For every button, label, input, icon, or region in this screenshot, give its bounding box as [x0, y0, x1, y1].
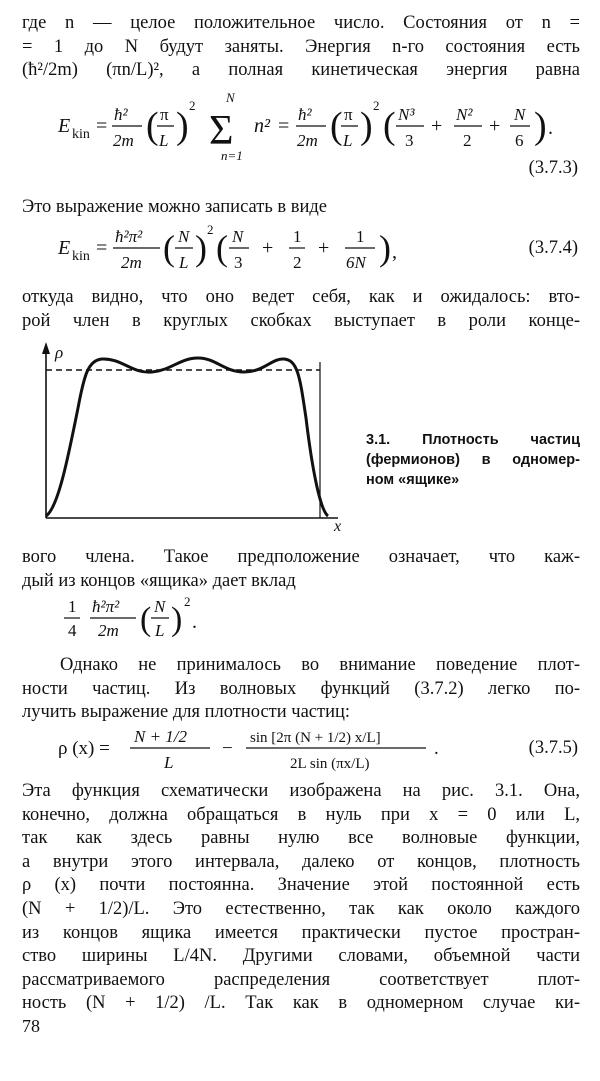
text-line: (N + 1/2)/L. Это естественно, так как около каждого: [22, 898, 580, 919]
equation-3-7-3-graphic: [0, 88, 600, 180]
eq-N2: N²: [456, 105, 473, 124]
eq-N3: N³: [398, 105, 415, 124]
paragraph-intro: [22, 12, 580, 83]
paragraph-assumption: [22, 546, 580, 593]
text-line: а внутри этого интервала, далеко от концов, плотность: [22, 851, 580, 872]
paren-open: (: [140, 601, 152, 638]
eq-hbar2: ħ²: [114, 105, 128, 124]
equation-3-7-5: [0, 724, 600, 776]
text-line: так как здесь равны нулю все волновые функции,: [22, 828, 580, 849]
caption-line: ном «ящике»: [366, 472, 460, 488]
text-line: конечно, должна обращаться в нуль при x = 0 или L,: [22, 804, 580, 825]
page-number: 78: [22, 1016, 40, 1036]
eq-1: 1: [356, 227, 365, 246]
text-line: = 1 до N будут заняты. Энергия n-го состояния есть: [22, 36, 580, 57]
equation-end-contribution-graphic: [0, 594, 600, 646]
eq-L: L: [179, 253, 189, 272]
eq-1: 1: [68, 597, 77, 616]
eq-N: N: [232, 227, 244, 246]
equation-3-7-4: [0, 222, 600, 284]
text-line: дый из концов «ящика» дает вклад: [22, 570, 296, 591]
text-line: ство ширины L/4N. Другими словами, объемной части: [22, 946, 580, 967]
density-curve: [46, 358, 328, 516]
eq-minus: −: [222, 738, 233, 759]
eq-L: L: [343, 131, 353, 150]
eq-hbar2: ħ²: [298, 105, 312, 124]
paragraph-observation: [22, 286, 580, 333]
eq-comma: ,: [392, 241, 397, 263]
eq-equals: =: [96, 237, 108, 259]
eq-hbar2pi2: ħ²π²: [115, 227, 143, 246]
text-line: лучить выражение для плотности частиц:: [22, 702, 351, 723]
eq-2: 2: [463, 131, 472, 150]
caption-line: 3.1. Плотность частиц: [366, 432, 580, 448]
eq-period: .: [434, 738, 439, 759]
eq-1: 1: [293, 227, 302, 246]
eq-3: 3: [405, 131, 414, 150]
paragraph-rewrite: [22, 196, 580, 220]
eq-2m: 2m: [297, 131, 318, 150]
eq-equals: =: [278, 115, 290, 137]
sum-sign: Σ: [209, 108, 234, 154]
equation-number: (3.7.5): [528, 738, 578, 758]
text-line: Это выражение можно записать в виде: [22, 197, 328, 217]
eq-2m: 2m: [98, 621, 119, 640]
eq-energy-subscript: kin: [72, 249, 90, 264]
eq-N: N: [178, 227, 190, 246]
y-axis-arrow: [42, 342, 50, 354]
eq-n2: n²: [254, 115, 270, 137]
paren-close: ): [534, 105, 547, 147]
eq-plus: +: [262, 237, 274, 259]
figure-caption: [366, 430, 580, 490]
text-line: рассматриваемого распределения соответствует плот-: [22, 969, 580, 990]
eq-plus: +: [431, 115, 443, 137]
text-line: ρ (x) почти постоянна. Значение этой постоянной есть: [22, 875, 580, 896]
eq-energy-subscript: kin: [72, 127, 90, 142]
density-plot: [22, 338, 352, 536]
paren-open: (: [163, 228, 175, 268]
text-line: ности частиц. Из волновых функций (3.7.2) легко по-: [22, 678, 580, 699]
text-line: вого члена. Такое предположение означает, что каж-: [22, 547, 580, 567]
eq-square: 2: [207, 222, 214, 237]
eq-plus: +: [489, 115, 501, 137]
equation-3-7-5-graphic: [0, 724, 600, 776]
figure-3-1: [22, 338, 352, 541]
eq-2m: 2m: [113, 131, 134, 150]
eq-energy-symbol: E: [58, 237, 71, 259]
paren-close: ): [195, 228, 207, 268]
text-line: Однако не принималось во внимание поведение плот-: [60, 655, 580, 675]
caption-line: (фермионов) в одномер-: [366, 452, 580, 468]
eq-sin-denominator: 2L sin (πx/L): [290, 756, 370, 772]
eq-sin-numerator: sin [2π (N + 1/2) x/L]: [250, 730, 381, 746]
paren-open: (: [216, 228, 228, 268]
eq-N-plus-half: N + 1/2: [134, 727, 188, 746]
eq-L: L: [164, 753, 174, 772]
eq-period: .: [192, 611, 197, 633]
sum-upper-limit: N: [226, 90, 235, 105]
sum-lower-limit: n=1: [221, 148, 243, 163]
text-line: где n — целое положительное число. Состояния от n =: [22, 13, 580, 33]
y-axis-label: ρ: [55, 343, 64, 362]
eq-square: 2: [184, 594, 191, 609]
paren-close: ): [379, 228, 391, 268]
eq-6N: 6N: [346, 253, 366, 272]
eq-pi: π: [344, 105, 353, 124]
paren-open: (: [330, 105, 343, 147]
eq-square: 2: [189, 98, 196, 113]
equation-3-7-4-graphic: [0, 222, 600, 284]
equation-number: (3.7.3): [528, 158, 578, 178]
eq-square: 2: [373, 98, 380, 113]
paren-close: ): [360, 105, 373, 147]
text-line: Эта функция схематически изображена на рис. 3.1. Она,: [22, 781, 580, 801]
eq-L: L: [155, 621, 165, 640]
text-line: из концов ящика имеется практически пустое простран-: [22, 922, 580, 943]
eq-N: N: [154, 597, 166, 616]
eq-hbar2pi2: ħ²π²: [92, 597, 120, 616]
paren-open: (: [146, 105, 159, 147]
eq-plus: +: [318, 237, 330, 259]
eq-2m: 2m: [121, 253, 142, 272]
eq-equals: =: [96, 115, 108, 137]
eq-N: N: [514, 105, 526, 124]
text-line: (ħ²/2m) (πn/L)², а полная кинетическая энергия равна: [22, 60, 580, 81]
eq-6: 6: [515, 131, 524, 150]
equation-3-7-3: [0, 88, 600, 180]
paren-close: ): [176, 105, 189, 147]
text-line: рой член в круглых скобках выступает в роли конце-: [22, 310, 580, 331]
paren-open: (: [383, 105, 396, 147]
equation-number: (3.7.4): [528, 238, 578, 258]
paragraph-density: [22, 654, 580, 725]
eq-energy-symbol: E: [58, 115, 71, 137]
eq-3: 3: [234, 253, 243, 272]
eq-period: .: [548, 117, 553, 139]
eq-2: 2: [293, 253, 302, 272]
paren-close: ): [171, 601, 183, 638]
eq-4: 4: [68, 621, 77, 640]
text-line: ность (N + 1/2) /L. Так как в одномерном случае ки-: [22, 993, 580, 1014]
text-line: откуда видно, что оно ведет себя, как и ожидалось: вто-: [22, 287, 580, 307]
paragraph-discussion: [22, 780, 580, 1016]
eq-pi: π: [160, 105, 169, 124]
x-axis-label: x: [334, 518, 342, 535]
eq-L: L: [159, 131, 169, 150]
eq-rho-of-x: ρ (x) =: [58, 738, 110, 759]
equation-end-contribution: [0, 594, 600, 646]
